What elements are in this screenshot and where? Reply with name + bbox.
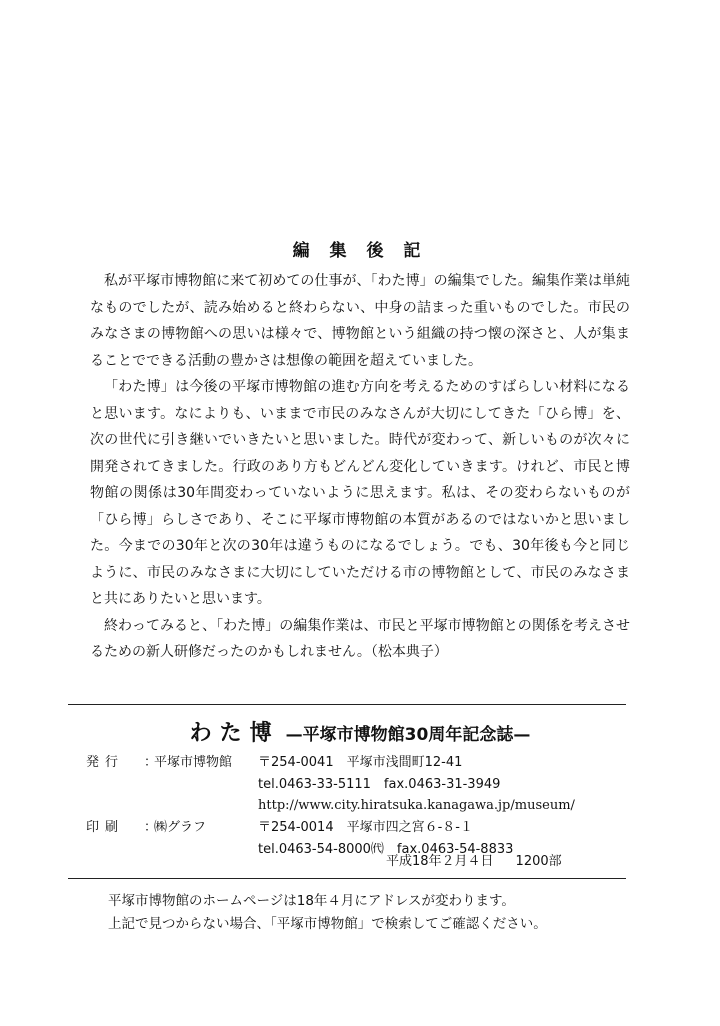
printer-name: ㈱グラフ [154,820,207,835]
homepage-notice [108,890,547,936]
colophon-bottom-rule [68,878,626,879]
publisher-contact: tel.0463-33-5111 fax.0463-31-3949 [258,776,501,792]
publication-date: 平成18年２月４日 [386,854,494,869]
editorial-paragraph-1: 私が平塚市博物館に来て初めての仕事が、「わた博」の編集でした。編集作業は単純なものでしたが、読み始めると終わらない、中身の詰まった重いものでした。市民のみなさまの博物館への思いは様々で、博物館という組織の持つ懐の深さと、人が集まることでできる活動の豊かさは想像の範囲を超えていました。 [90,273,630,369]
printer-colon: ： [144,820,158,835]
editorial-body [90,268,630,666]
editorial-heading: 編 集 後 記 [292,241,428,261]
editorial-paragraph-2: 「わた博」は今後の平塚市博物館の進む方向を考えるためのすばらしい材料になると思います。なによりも、いままで市民のみなさんが大切にしてきた「ひら博」を、次の世代に引き継いでいきたいと思いました。時代が変わって、新しいものが次々に開発されてきました。行政のあり方もどんどん変化していきます。けれど、市民と博物館の関係は30年間変わっていないように思えます。私は、その変わらないものが「ひら博」らしさであり、そこに平塚市博物館の本質があるのではないかと思いました。今までの30年と次の30年は違うものになるでしょう。でも、30年後も今と同じように、市民のみなさまに大切にしていただける市の博物館として、市民のみなさまと共にありたいと思います。 [90,379,630,607]
editorial-paragraph-3: 終わってみると、「わた博」の編集作業は、市民と平塚市博物館との関係を考えさせるための新人研修だったのかもしれません。（松本典子） [90,617,630,660]
publisher-colon: ： [144,755,158,770]
publisher-url[interactable]: http://www.city.hiratsuka.kanagawa.jp/museum/ [258,798,575,813]
notice-line-1: 平塚市博物館のホームページは18年４月にアドレスが変わります。 [108,893,515,909]
printer-address: 〒254-0014 平塚市四之宮６-８-１ [258,820,473,835]
colophon-top-rule [68,704,626,705]
notice-line-2: 上記で見つからない場合、「平塚市博物館」で検索してご確認ください。 [108,916,547,932]
publication-date-row [386,850,562,869]
print-run: 1200部 [515,854,562,869]
colophon-title-sub: —平塚市博物館30周年記念誌— [285,725,531,745]
colophon-title [0,716,720,747]
publisher-address: 〒254-0041 平塚市浅間町12-41 [258,755,463,770]
publisher-label: 発行 [86,755,125,770]
printer-contact: tel.0463-54-8000㈹ fax.0463-54-8833 [258,841,514,857]
colophon-title-main: わた博 [189,721,280,746]
printer-label: 印刷 [86,820,125,835]
publisher-block [86,752,575,817]
publisher-name: 平塚市博物館 [154,755,233,770]
